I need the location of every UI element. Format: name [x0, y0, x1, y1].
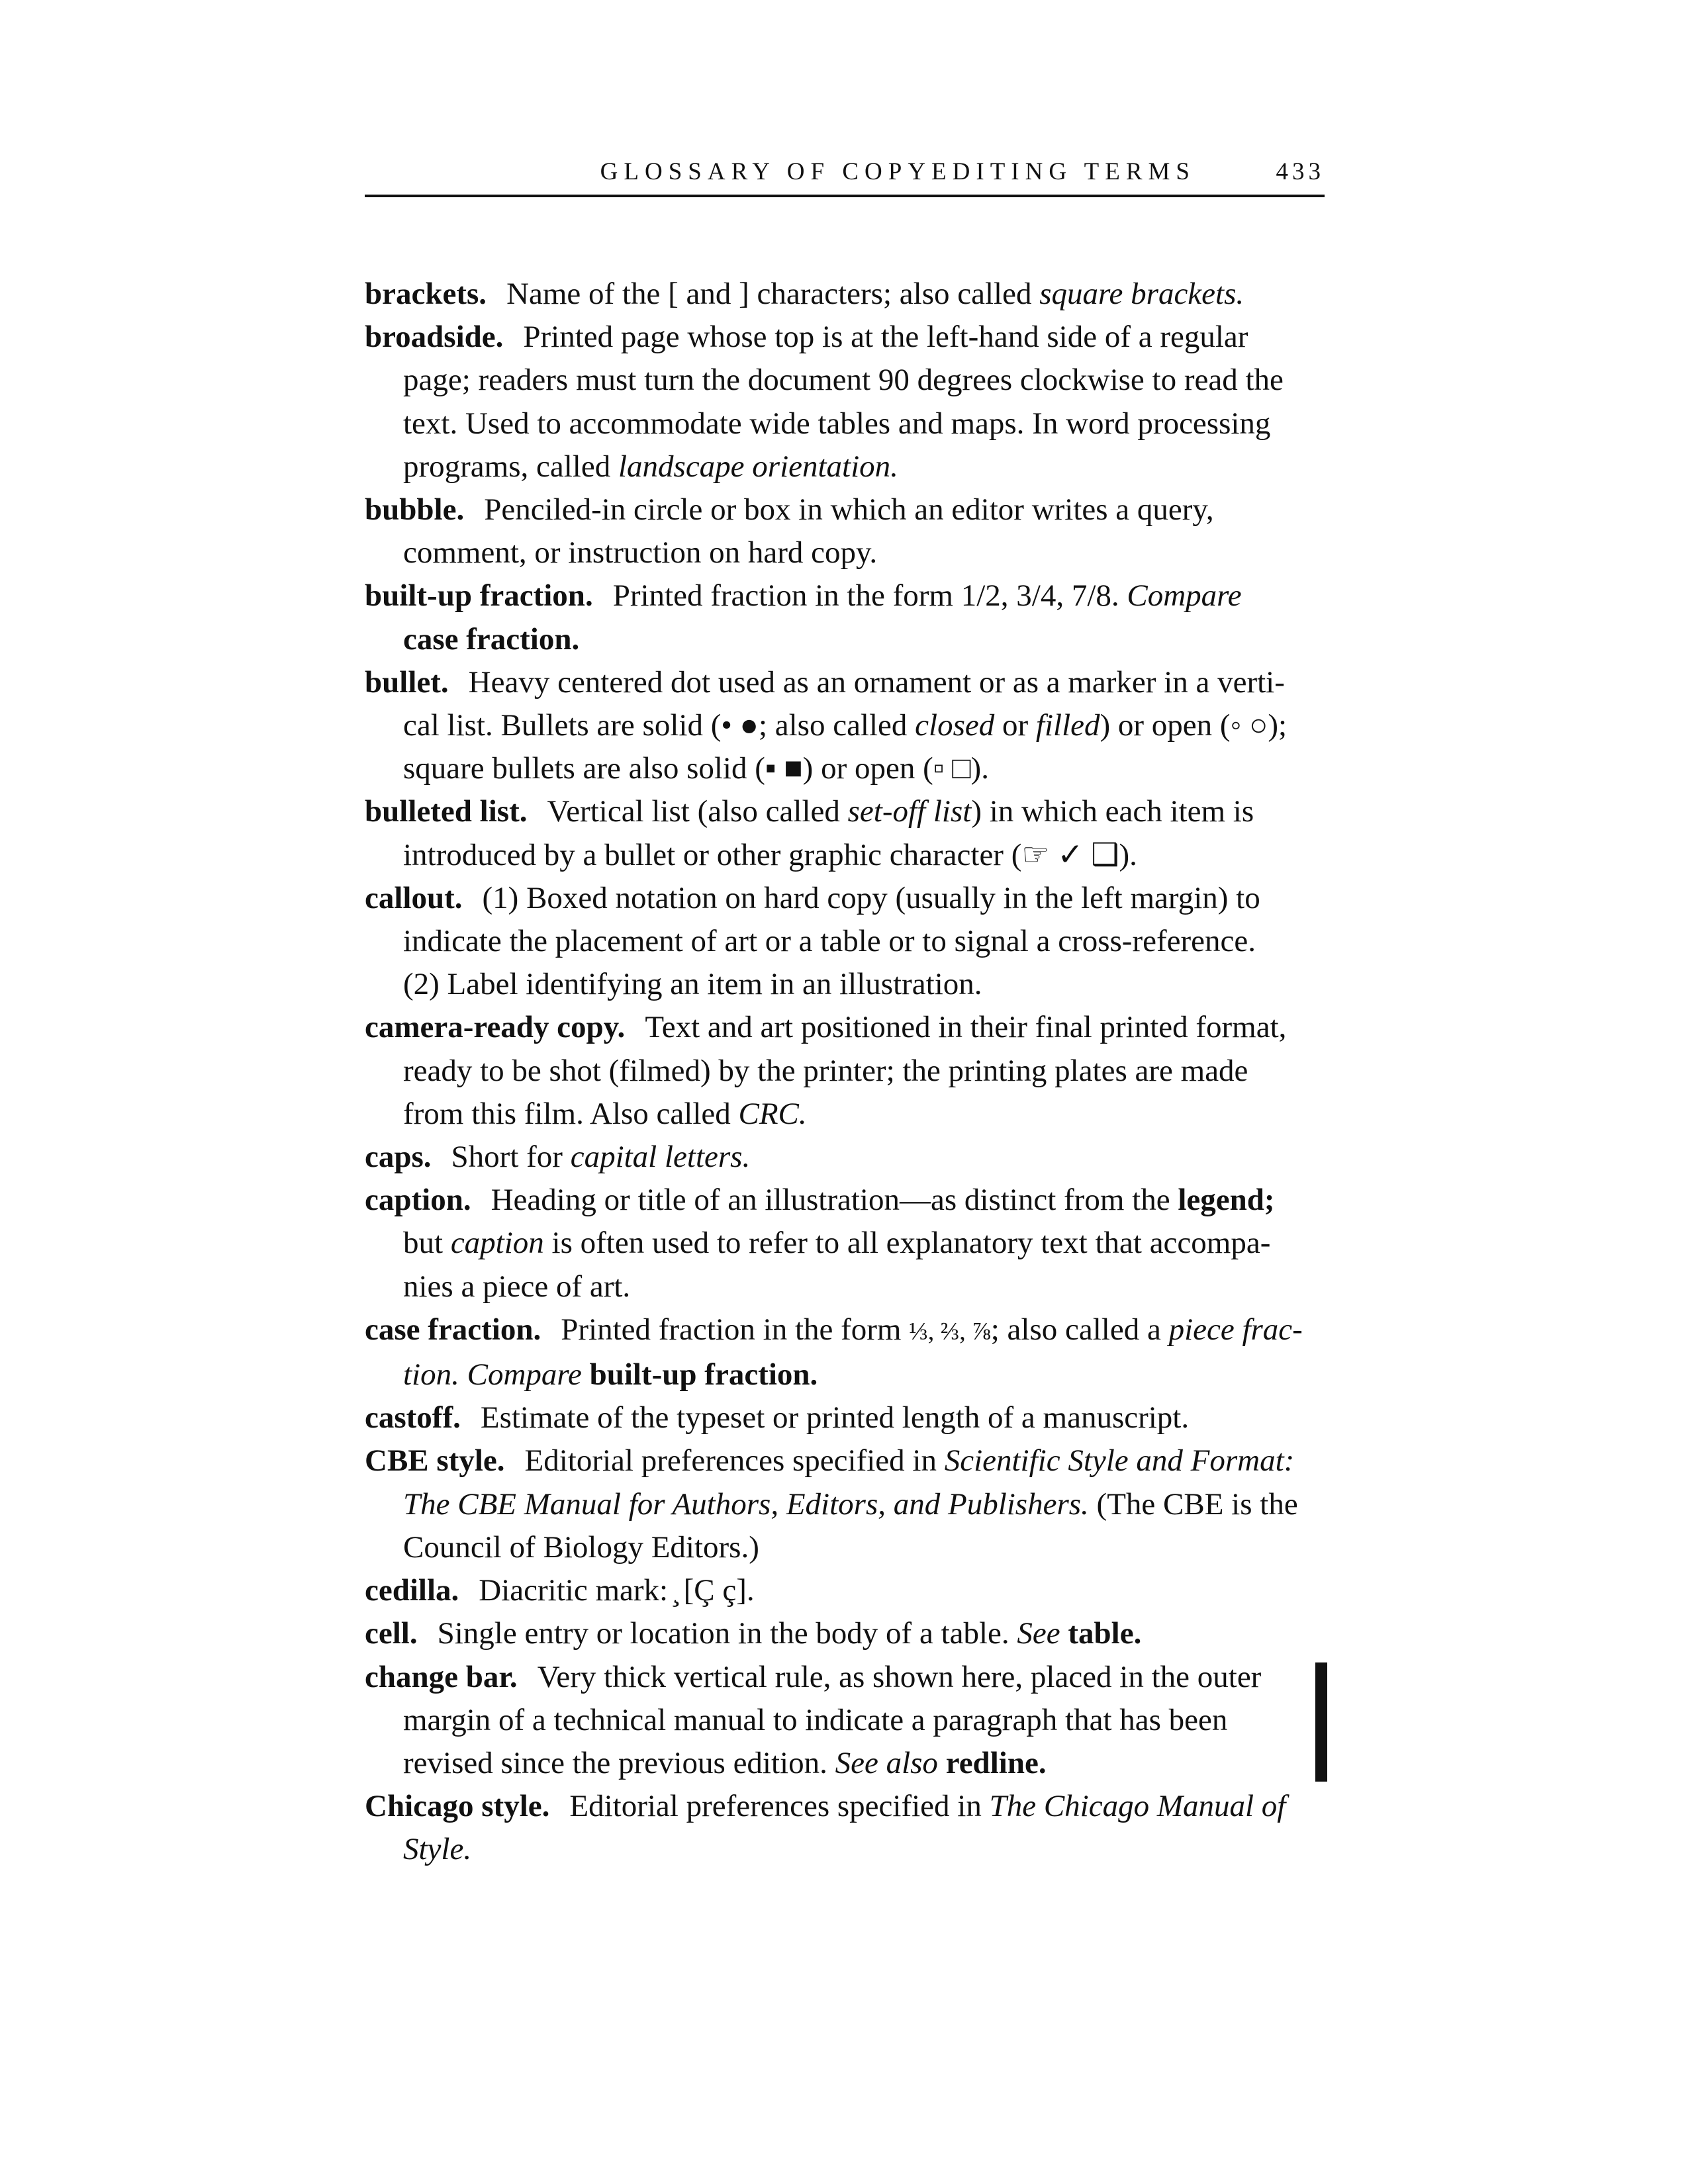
definition-text: introduced by a bullet or other graphic character (☞ ✓ ❑). [403, 837, 1137, 872]
definition-text: Printed fraction in the form [561, 1312, 910, 1347]
term: castoff. [365, 1400, 461, 1435]
definition-text: Very thick vertical rule, as shown here, placed in the outer [537, 1659, 1262, 1694]
change-bar [1315, 1662, 1327, 1782]
definition-text: margin of a technical manual to indicate a paragraph that has been [403, 1702, 1228, 1737]
definition-text: Name of the [ and ] characters; also called [506, 277, 1040, 311]
definition-text: ready to be shot (filmed) by the printer; the printing plates are made [403, 1053, 1248, 1088]
entry-cbe-style [365, 1439, 1325, 1569]
definition-text: revised since the previous edition. [403, 1745, 835, 1780]
term: CBE style. [365, 1443, 505, 1479]
definition-text: Editorial preferences specified in [524, 1443, 945, 1479]
entry-caps [365, 1136, 1325, 1179]
term: case fraction. [365, 1312, 541, 1347]
definition-text: page; readers must turn the document 90 degrees clockwise to read the [403, 363, 1284, 398]
term: callout. [365, 880, 463, 915]
definition-text: square bullets are also solid (▪ ■) or open (▫ □). [403, 751, 989, 786]
definition-text: text. Used to accommodate wide tables and maps. In word processing [403, 406, 1271, 441]
definition-text: Printed page whose top is at the left-hand side of a regular [523, 320, 1248, 355]
definition-italic: caption [450, 1226, 544, 1261]
cross-reference: table. [1068, 1616, 1142, 1651]
definition-italic: piece frac- [1168, 1312, 1303, 1347]
entry-broadside [365, 316, 1325, 488]
definition-text: Editorial preferences specified in [569, 1789, 990, 1824]
entry-cell [365, 1612, 1325, 1655]
definition-text: indicate the placement of art or a table or to signal a cross-reference. [403, 924, 1256, 959]
definition-text: or [994, 708, 1036, 743]
glossary-entries [365, 273, 1325, 1872]
page-number: 433 [1276, 158, 1325, 185]
entry-callout [365, 877, 1325, 1007]
running-head [365, 152, 1325, 197]
term: broadside. [365, 320, 504, 355]
term: caption. [365, 1183, 471, 1218]
definition-italic: set-off list [847, 794, 972, 829]
cross-reference: built-up fraction. [589, 1357, 818, 1392]
definition-text: programs, called [403, 449, 618, 484]
term: bulleted list. [365, 794, 528, 829]
term: bubble. [365, 492, 465, 527]
entry-castoff [365, 1396, 1325, 1439]
definition-text: ; also called a [990, 1312, 1169, 1347]
definition-text: Estimate of the typeset or printed length of a manuscript. [480, 1400, 1190, 1435]
definition-text: ) or open (◦ ○); [1100, 708, 1288, 743]
definition-text: nies a piece of art. [403, 1269, 631, 1304]
definition-text: Short for [451, 1140, 571, 1175]
definition-text: Penciled-in circle or box in which an editor writes a query, [484, 492, 1214, 527]
cross-reference: case fraction. [403, 621, 580, 657]
definition-text: ) in which each item is [971, 794, 1254, 829]
term: cell. [365, 1616, 418, 1651]
definition-text: Diacritic mark: ̧ [Ç ç]. [479, 1573, 755, 1608]
definition-text: Heavy centered dot used as an ornament or as a marker in a verti- [468, 664, 1285, 700]
see-label: See [1017, 1616, 1060, 1651]
definition-text: (The CBE is the [1088, 1486, 1298, 1522]
entry-bulleted-list [365, 790, 1325, 876]
definition-text: (1) Boxed notation on hard copy (usually in the left margin) to [482, 880, 1260, 915]
definition-text: Text and art positioned in their final printed format, [645, 1010, 1287, 1045]
entry-built-up-fraction [365, 574, 1325, 660]
entry-change-bar [365, 1656, 1325, 1786]
term: caps. [365, 1140, 432, 1175]
entry-camera-ready-copy [365, 1006, 1325, 1136]
definition-text: (2) Label identifying an item in an illustration. [403, 967, 982, 1002]
entry-bullet [365, 661, 1325, 791]
definition-italic: square brackets. [1039, 277, 1244, 311]
entry-brackets [365, 273, 1325, 316]
entry-cedilla [365, 1569, 1325, 1612]
definition-italic: landscape orientation. [618, 449, 898, 484]
definition-italic: Style. [403, 1832, 472, 1867]
see-label: See also [835, 1745, 938, 1780]
definition-text: but [403, 1226, 451, 1261]
term: built-up fraction. [365, 578, 593, 614]
running-head-title: GLOSSARY OF COPYEDITING TERMS [600, 158, 1196, 185]
term: brackets. [365, 277, 487, 311]
definition-italic: Scientific Style and Format: [944, 1443, 1295, 1479]
term: Chicago style. [365, 1789, 550, 1824]
definition-text: cal list. Bullets are solid (• ●; also called [403, 708, 915, 743]
definition-text: Heading or title of an illustration—as distinct from the [491, 1183, 1178, 1218]
definition-text: Vertical list (also called [547, 794, 848, 829]
entry-chicago-style [365, 1785, 1325, 1871]
compare-label: Compare [1127, 578, 1242, 614]
term: camera-ready copy. [365, 1010, 626, 1045]
entry-caption [365, 1179, 1325, 1308]
definition-italic: CRC. [738, 1096, 807, 1131]
definition-text: Single entry or location in the body of a table. [437, 1616, 1017, 1651]
term: cedilla. [365, 1573, 459, 1608]
cross-reference: legend; [1178, 1183, 1275, 1218]
entry-case-fraction [365, 1308, 1325, 1396]
definition-text: is often used to refer to all explanatory text that accompa- [543, 1226, 1271, 1261]
definition-italic: The CBE Manual for Authors, Editors, and Publishers. [403, 1486, 1089, 1522]
entry-bubble [365, 488, 1325, 574]
definition-text: comment, or instruction on hard copy. [403, 535, 878, 570]
definition-italic: tion. Compare [403, 1357, 582, 1392]
definition-text: Printed fraction in the form 1/2, 3/4, 7/8. [612, 578, 1127, 614]
term: bullet. [365, 664, 449, 700]
definition-text: Council of Biology Editors.) [403, 1529, 759, 1565]
definition-italic: closed [915, 708, 995, 743]
definition-italic: The Chicago Manual of [989, 1789, 1286, 1824]
term: change bar. [365, 1659, 518, 1694]
definition-italic: capital letters. [570, 1140, 751, 1175]
case-fractions: ⅓, ⅔, ⅞ [909, 1317, 991, 1345]
definition-italic: filled [1035, 708, 1100, 743]
definition-text: from this film. Also called [403, 1096, 739, 1131]
cross-reference: redline. [945, 1745, 1047, 1780]
